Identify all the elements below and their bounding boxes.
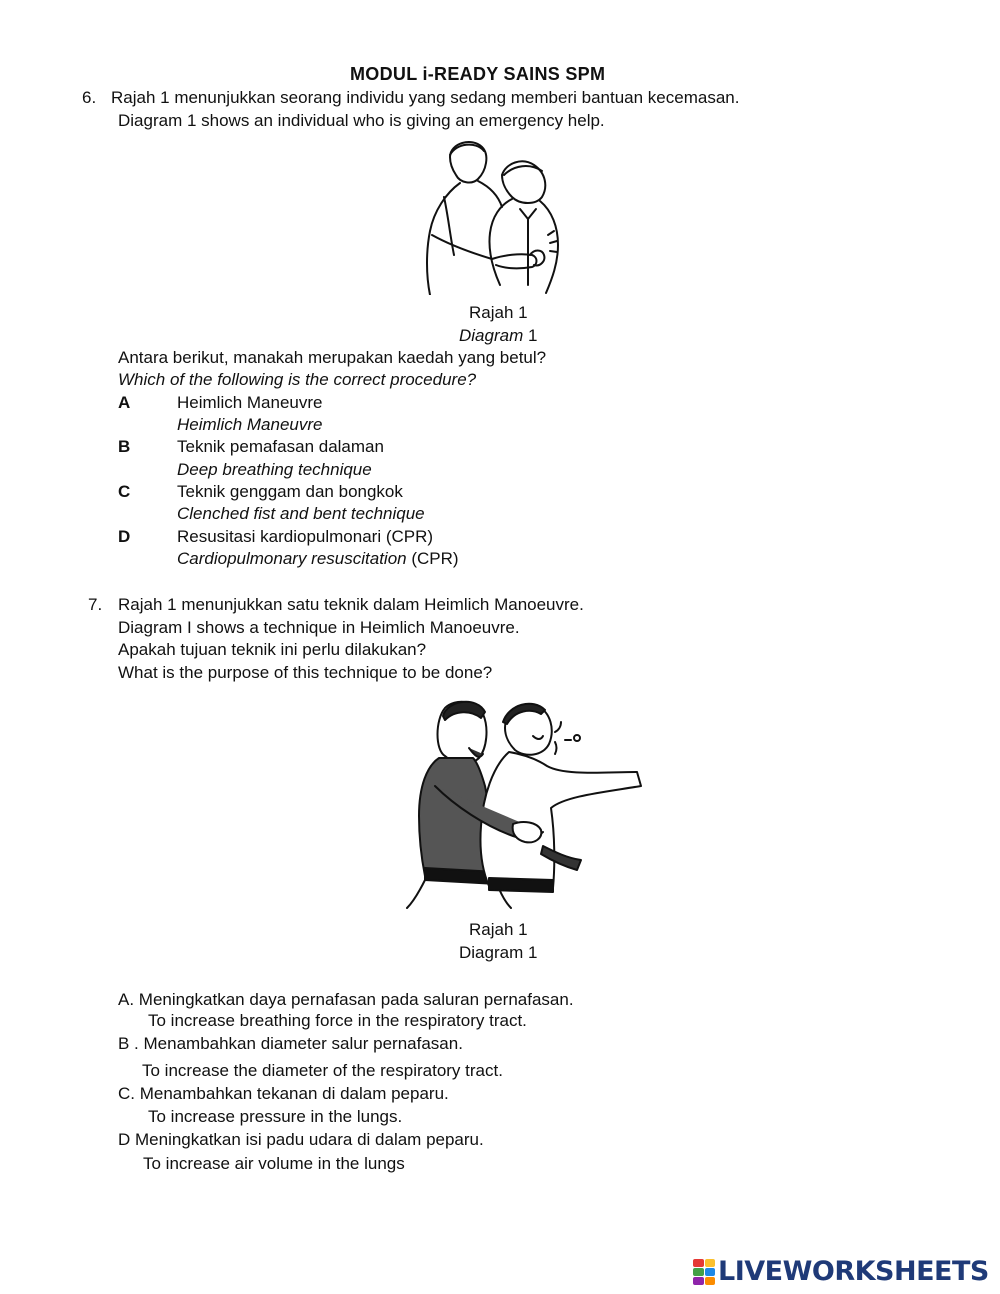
q6-option-d-en-text: Cardiopulmonary resuscitation: [177, 549, 407, 568]
q6-option-d-en-suffix: (CPR): [406, 549, 459, 568]
q7-caption-ms: Rajah 1: [469, 920, 528, 939]
q7-line-1: Rajah 1 menunjukkan satu teknik dalam Heimlich Manoeuvre.: [118, 595, 584, 614]
logo-block-icon: [693, 1259, 704, 1267]
q6-option-a-letter: A: [118, 393, 131, 412]
logo-text: LIVEWORKSHEETS: [718, 1256, 989, 1287]
q6-option-d-ms: Resusitasi kardiopulmonari (CPR): [177, 527, 434, 546]
q7-option-b-en: To increase the diameter of the respiratory tract.: [142, 1061, 503, 1080]
q6-prompt-ms: Antara berikut, manakah merupakan kaedah yang betul?: [118, 348, 547, 367]
q7-option-c-ms: C. Menambahkan tekanan di dalam peparu.: [118, 1084, 449, 1103]
q6-option-a-ms: Heimlich Maneuvre: [177, 393, 323, 412]
q6-option-b-en: [177, 461, 372, 478]
liveworksheets-icon: [693, 1259, 715, 1285]
q7-option-b-ms: B . Menambahkan diameter salur pernafasan.: [118, 1034, 463, 1053]
logo-block-icon: [693, 1277, 704, 1285]
q6-option-c-ms: Teknik genggam dan bongkok: [177, 482, 403, 501]
q6-option-c-en-text: Clenched fist and bent technique: [177, 504, 425, 523]
q6-option-d-en: [177, 550, 459, 567]
liveworksheets-logo[interactable]: [693, 1256, 989, 1287]
q6-stem-ms: Rajah 1 menunjukkan seorang individu yang sedang memberi bantuan kecemasan.: [111, 88, 740, 107]
logo-block-icon: [693, 1268, 704, 1276]
q7-caption-en: Diagram 1: [459, 943, 538, 962]
q7-option-a-ms: A. Meningkatkan daya pernafasan pada saluran pernafasan.: [118, 990, 574, 1009]
q7-option-d-ms: D Meningkatkan isi padu udara di dalam peparu.: [118, 1130, 484, 1149]
heimlich-illustration-2: [405, 696, 660, 911]
q6-option-a-en-text: Heimlich Maneuvre: [177, 415, 323, 434]
logo-block-icon: [705, 1277, 716, 1285]
q7-line-3: Apakah tujuan teknik ini perlu dilakukan?: [118, 640, 427, 659]
q6-option-b-ms: Teknik pemafasan dalaman: [177, 437, 384, 456]
q6-stem-en: Diagram 1 shows an individual who is giving an emergency help.: [118, 111, 605, 130]
logo-block-icon: [705, 1268, 716, 1276]
q6-prompt-en: [118, 371, 476, 388]
q6-option-b-letter: B: [118, 437, 131, 456]
q7-option-d-en: To increase air volume in the lungs: [143, 1154, 405, 1173]
q6-option-c-letter: C: [118, 482, 131, 501]
q6-caption-en: [459, 327, 537, 344]
q6-number: 6.: [82, 88, 97, 107]
q6-caption-en-italic: Diagram: [459, 326, 524, 345]
q7-option-a-en: To increase breathing force in the respiratory tract.: [148, 1011, 527, 1030]
q7-option-c-en: To increase pressure in the lungs.: [148, 1107, 403, 1126]
q6-option-a-en: [177, 416, 323, 433]
q7-line-4: What is the purpose of this technique to be done?: [118, 663, 493, 682]
q6-option-c-en: [177, 505, 425, 522]
heimlich-illustration-1: [420, 135, 580, 295]
page-title: MODUL i-READY SAINS SPM: [350, 64, 606, 84]
q6-option-b-en-text: Deep breathing technique: [177, 460, 372, 479]
q6-caption-ms: Rajah 1: [469, 303, 528, 322]
logo-block-icon: [705, 1259, 716, 1267]
q6-option-d-letter: D: [118, 527, 131, 546]
q7-line-2: Diagram I shows a technique in Heimlich Manoeuvre.: [118, 618, 520, 637]
q7-number: 7.: [88, 595, 103, 614]
q6-prompt-en-text: Which of the following is the correct procedure?: [118, 370, 477, 389]
q6-caption-en-num: 1: [523, 326, 538, 345]
